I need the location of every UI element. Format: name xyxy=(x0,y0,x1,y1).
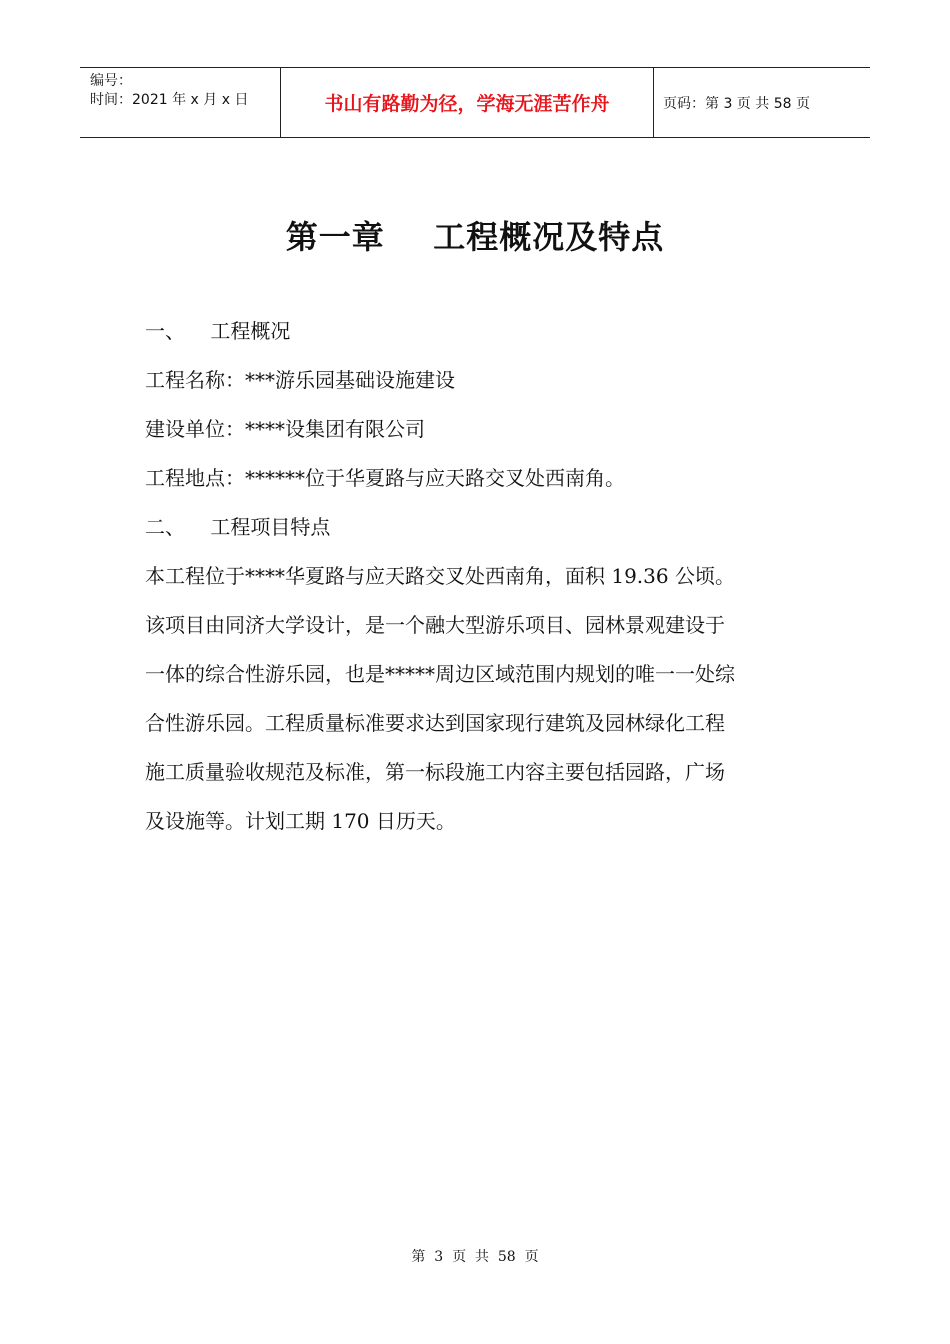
chapter-title: 第一章 工程概况及特点 xyxy=(285,218,665,256)
paragraph-line: 及设施等。计划工期 170 日历天。 xyxy=(145,809,456,833)
paragraph-line: 一体的综合性游乐园，也是*****周边区域范围内规划的唯一一处综 xyxy=(145,662,735,686)
document-header xyxy=(80,67,870,138)
project-name-line: 工程名称：***游乐园基础设施建设 xyxy=(145,368,455,392)
page-footer: 第 3 页 共 58 页 xyxy=(411,1249,539,1265)
section-heading-features: 二、 工程项目特点 xyxy=(145,515,331,539)
section-heading-overview: 一、 工程概况 xyxy=(145,319,291,343)
builder-line: 建设单位：****设集团有限公司 xyxy=(145,417,425,441)
paragraph-line: 该项目由同济大学设计，是一个融大型游乐项目、园林景观建设于 xyxy=(145,613,725,637)
paragraph-line: 合性游乐园。工程质量标准要求达到国家现行建筑及园林绿化工程 xyxy=(145,711,725,735)
header-page-info: 页码：第 3 页 共 58 页 xyxy=(663,95,810,112)
header-number-label: 编号： xyxy=(90,73,132,89)
header-motto: 书山有路勤为径，学海无涯苦作舟 xyxy=(281,68,654,137)
header-time-label: 时间：2021 年 x 月 x 日 xyxy=(90,92,249,108)
location-line: 工程地点：******位于华夏路与应天路交叉处西南角。 xyxy=(145,466,625,490)
paragraph-line: 施工质量验收规范及标准，第一标段施工内容主要包括园路，广场 xyxy=(145,760,725,784)
paragraph-line: 本工程位于****华夏路与应天路交叉处西南角，面积 19.36 公顷。 xyxy=(145,564,735,588)
header-meta xyxy=(80,68,281,137)
document-body xyxy=(145,307,815,846)
